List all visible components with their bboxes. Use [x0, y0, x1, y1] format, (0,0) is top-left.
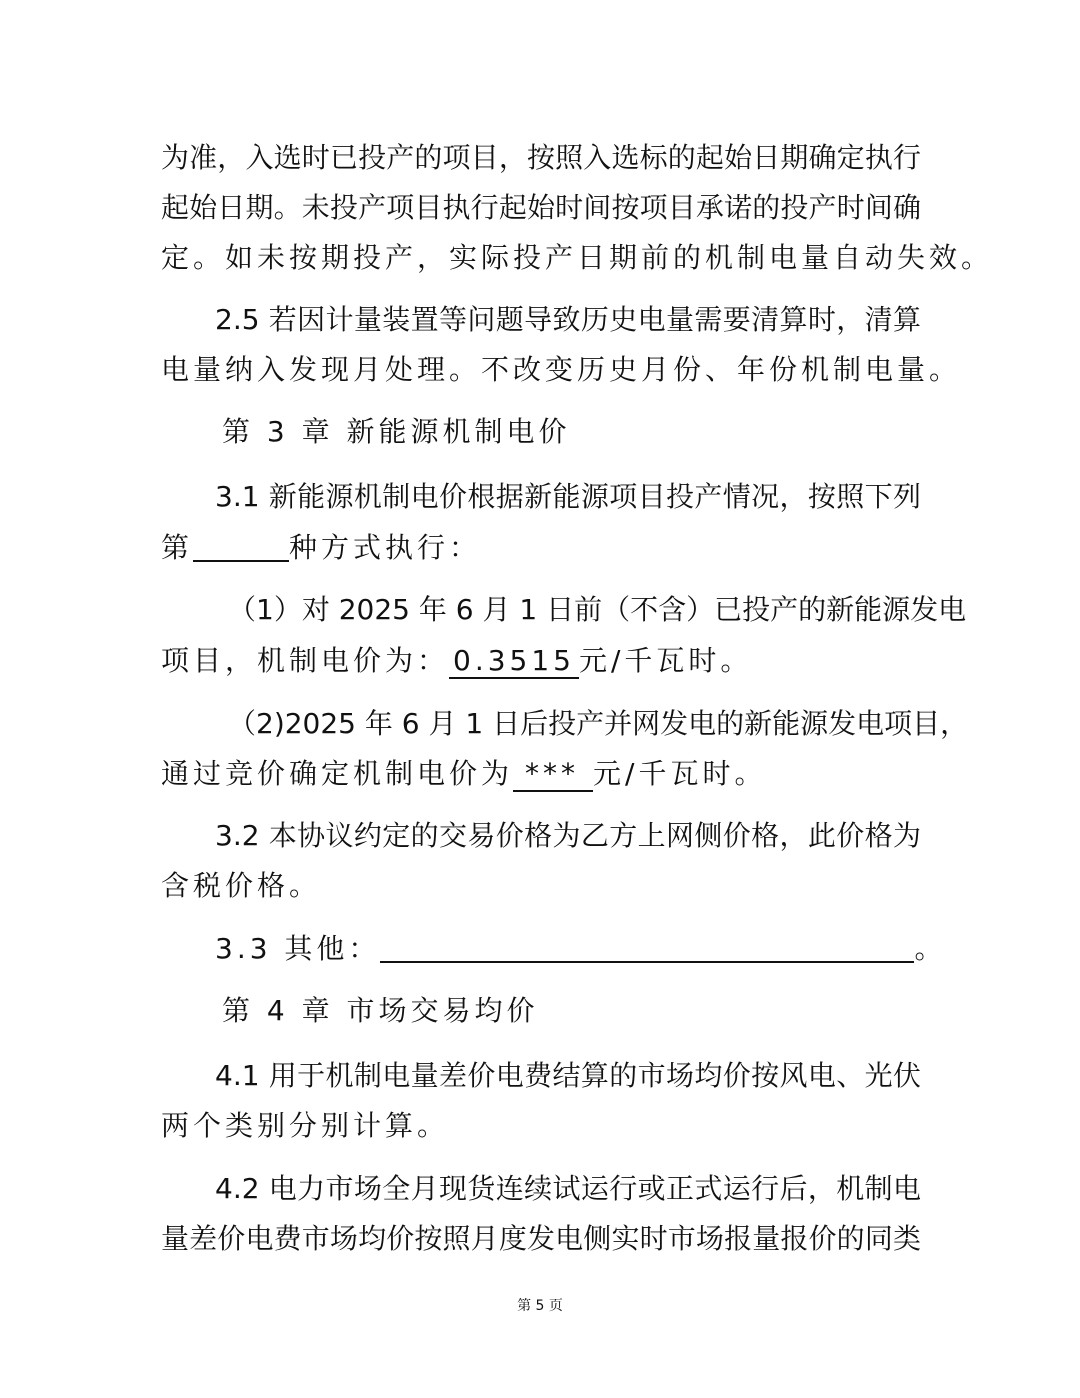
clause-4-1-line: 两个类别分别计算。	[161, 1109, 450, 1142]
item-2-line: （2)2025 年 6 月 1 日后投产并网发电的新能源发电项目，	[228, 707, 969, 740]
item-1-line: （1）对 2025 年 6 月 1 日前（不含）已投产的新能源发电	[228, 593, 967, 626]
chapter-4-heading: 第 4 章 市场交易均价	[222, 994, 539, 1027]
clause-2-5-line: 电量纳入发现月处理。不改变历史月份、年份机制电量。	[161, 353, 962, 386]
item-2-suffix: 元/千瓦时。	[593, 757, 767, 790]
item-1-suffix: 元/千瓦时。	[579, 644, 753, 677]
page-number: 第 5 页	[517, 1298, 563, 1314]
item-2-prefix: 通过竞价确定机制电价为	[161, 757, 514, 790]
clause-2-5-line: 2.5 若因计量装置等问题导致历史电量需要清算时，清算	[215, 303, 921, 336]
clause-3-3-line	[215, 931, 947, 967]
other-terms-blank[interactable]	[380, 931, 914, 963]
paragraph-line: 为准，入选时已投产的项目，按照入选标的起始日期确定执行	[161, 141, 921, 174]
clause-4-2-line: 量差价电费市场均价按照月度发电侧实时市场报量报价的同类	[161, 1222, 921, 1255]
paragraph-line: 起始日期。未投产项目执行起始时间按项目承诺的投产时间确	[161, 191, 921, 224]
clause-3-3-prefix: 3.3 其他：	[215, 932, 381, 965]
item-2-line	[161, 756, 921, 792]
clause-4-1-line: 4.1 用于机制电量差价电费结算的市场均价按风电、光伏	[215, 1059, 921, 1092]
clause-3-1-suffix: 种方式执行：	[289, 531, 482, 564]
clause-3-3-suffix: 。	[914, 932, 947, 965]
mechanism-price-value: 0.3515	[449, 644, 579, 679]
item-1-prefix: 项目，机制电价为：	[161, 644, 450, 677]
clause-3-2-line: 含税价格。	[161, 869, 322, 902]
bid-price-value: ***	[513, 757, 593, 792]
item-1-line	[161, 643, 921, 679]
clause-3-1-line	[161, 530, 921, 566]
clause-4-2-line: 4.2 电力市场全月现货连续试运行或正式运行后，机制电	[215, 1172, 921, 1205]
clause-3-1-prefix: 第	[161, 531, 194, 564]
paragraph-line: 定。如未按期投产，实际投产日期前的机制电量自动失效。	[161, 241, 994, 274]
option-number-blank[interactable]	[193, 530, 289, 562]
clause-3-2-line: 3.2 本协议约定的交易价格为乙方上网侧价格，此价格为	[215, 819, 921, 852]
clause-3-1-line: 3.1 新能源机制电价根据新能源项目投产情况，按照下列	[215, 480, 921, 513]
chapter-3-heading: 第 3 章 新能源机制电价	[222, 415, 571, 448]
